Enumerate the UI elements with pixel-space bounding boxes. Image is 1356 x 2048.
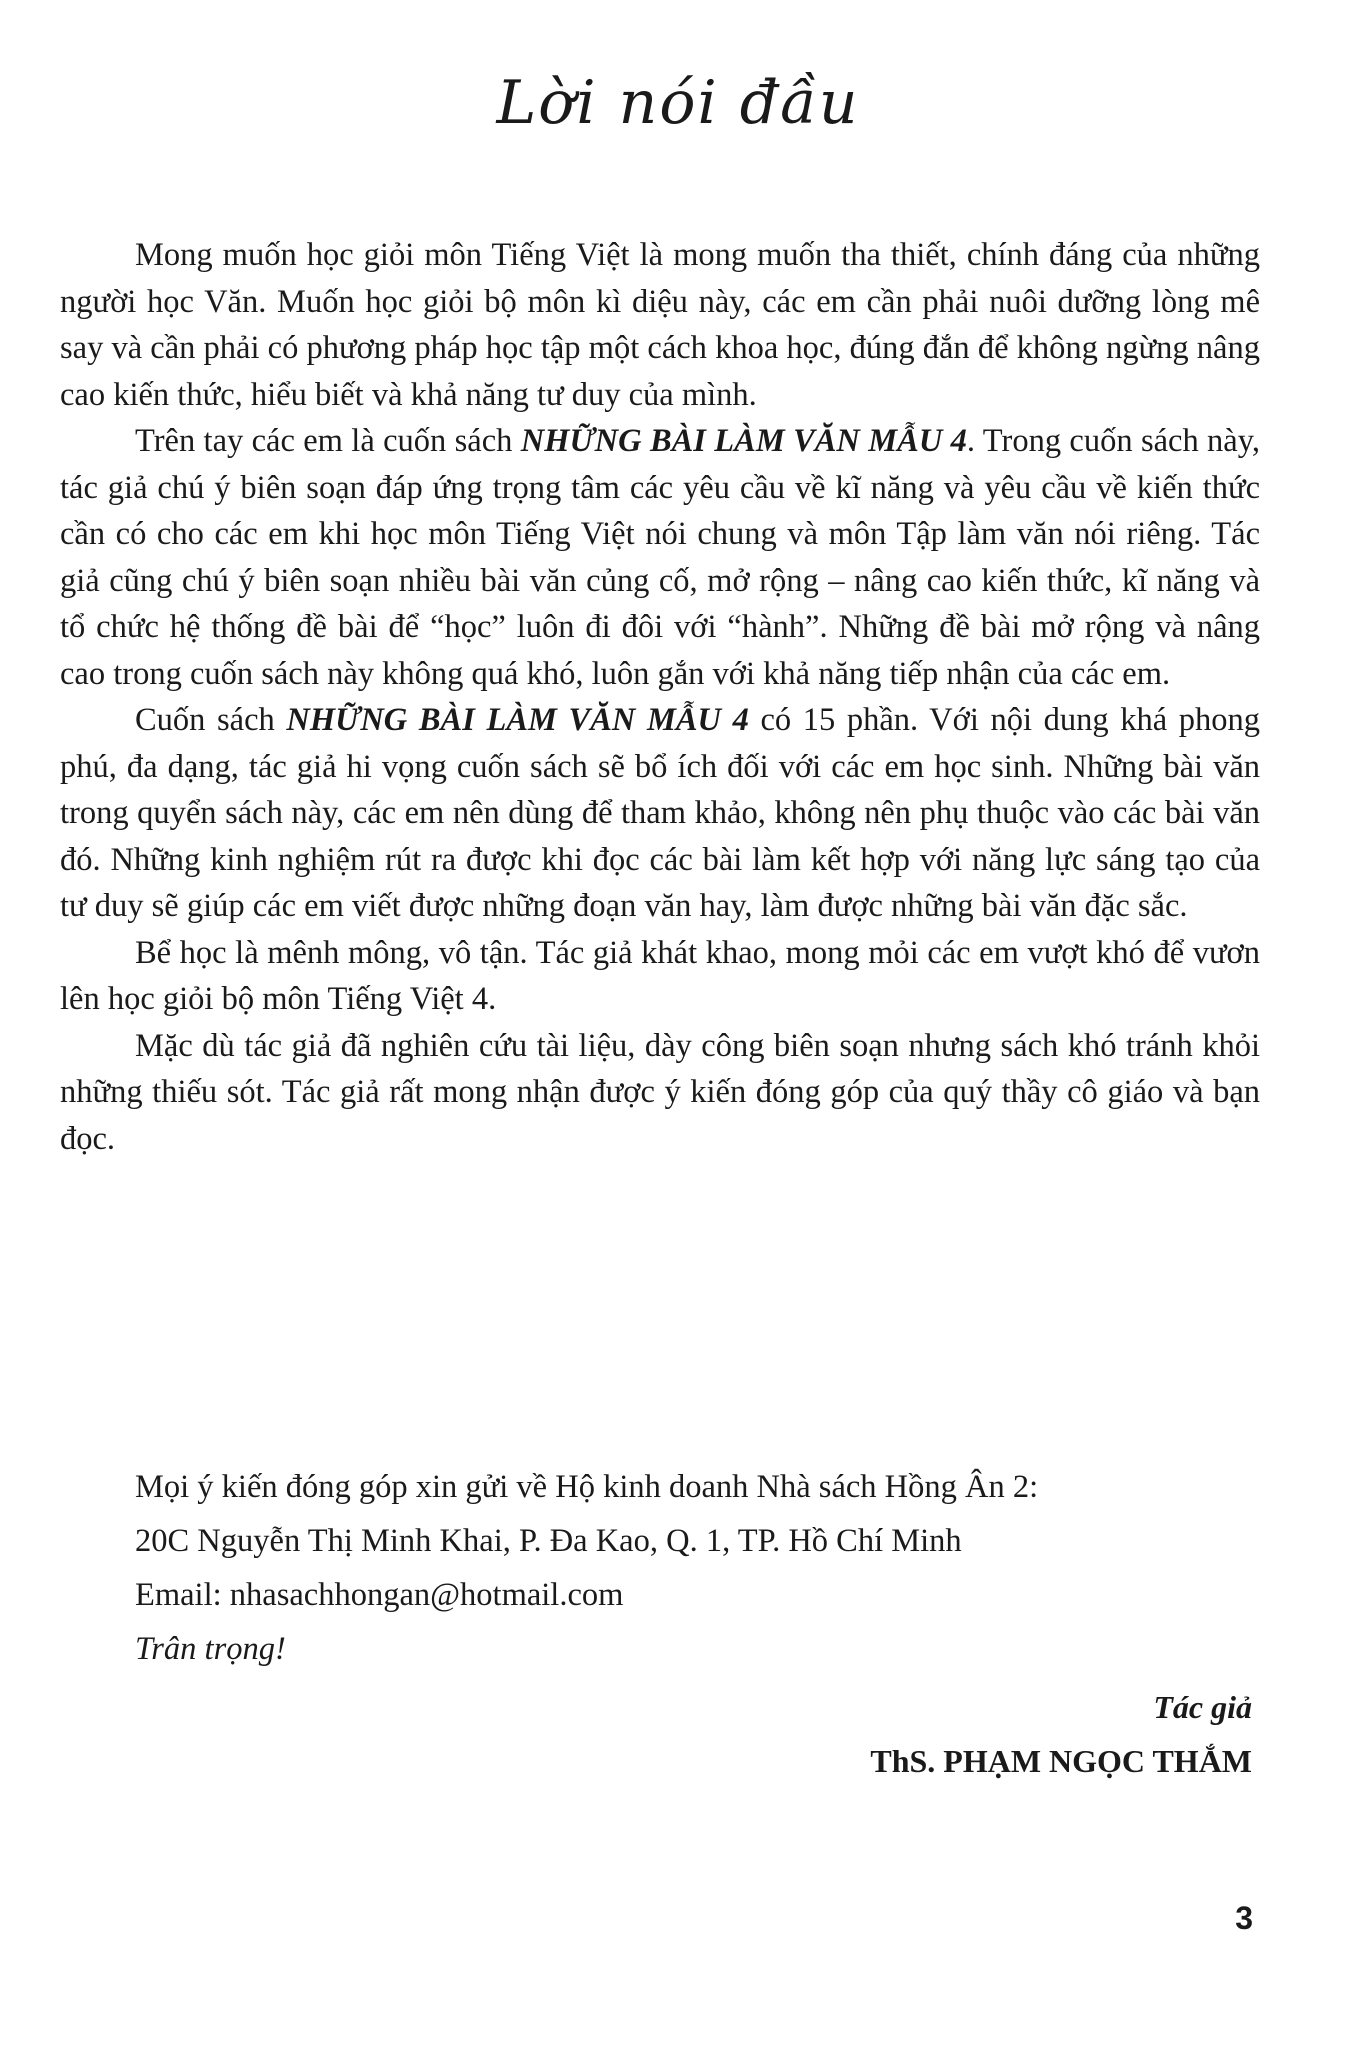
paragraph-3 xyxy=(60,697,1260,930)
book-title: NHỮNG BÀI LÀM VĂN MẪU 4 xyxy=(286,702,749,738)
paragraph-5: Mặc dù tác giả đã nghiên cứu tài liệu, dày công biên soạn nhưng sách khó tránh khỏi những thiếu sót. Tác giả rất mong nhận được ý kiến đóng góp của quý thầy cô giáo và bạn đọc. xyxy=(60,1027,1260,1157)
preface-body xyxy=(60,232,1260,1162)
signature-block xyxy=(870,1680,1252,1788)
contact-block xyxy=(135,1460,1038,1676)
contact-line-1: Mọi ý kiến đóng góp xin gửi về Hộ kinh doanh Nhà sách Hồng Ân 2: xyxy=(135,1469,1039,1505)
contact-email: Email: nhasachhongan@hotmail.com xyxy=(135,1577,624,1613)
contact-address: 20C Nguyễn Thị Minh Khai, P. Đa Kao, Q. 1, TP. Hồ Chí Minh xyxy=(135,1523,962,1559)
book-title: NHỮNG BÀI LÀM VĂN MẪU 4 xyxy=(520,423,967,459)
closing-text: Trân trọng! xyxy=(135,1631,286,1667)
paragraph-2-intro: Trên tay các em là cuốn sách xyxy=(135,423,521,459)
paragraph-4: Bể học là mênh mông, vô tận. Tác giả khát khao, mong mỏi các em vượt khó để vươn lên học giỏi bộ môn Tiếng Việt 4. xyxy=(60,934,1260,1017)
paragraph-3-rest: có 15 phần. Với nội dung khá phong phú, đa dạng, tác giả hi vọng cuốn sách sẽ bổ ích đối với các em học sinh. Những bài văn trong quyển sách này, các em nên dùng để tham khảo, không nên phụ thuộc vào các bài văn đó. Những kinh nghiệm rút ra được khi đọc các bài làm kết hợp với năng lực sáng tạo của tư duy sẽ giúp các em viết được những đoạn văn hay, làm được những bài văn đặc sắc. xyxy=(60,702,1260,924)
page-title: Lời nói đầu xyxy=(496,68,860,138)
paragraph-2 xyxy=(60,418,1260,697)
page-number: 3 xyxy=(1235,1900,1253,1936)
paragraph-2-rest: . Trong cuốn sách này, tác giả chú ý biên soạn đáp ứng trọng tâm các yêu cầu về kĩ năng và yêu cầu về kiến thức cần có cho các em khi học môn Tiếng Việt nói chung và môn Tập làm văn nói riêng. Tác giả cũng chú ý biên soạn nhiều bài văn củng cố, mở rộng – nâng cao kiến thức, kĩ năng và tổ chức hệ thống đề bài để “học” luôn đi đôi với “hành”. Những đề bài mở rộng và nâng cao trong cuốn sách này không quá khó, luôn gắn với khả năng tiếp nhận của các em. xyxy=(60,423,1260,692)
signature-name: ThS. PHẠM NGỌC THẮM xyxy=(870,1743,1252,1779)
signature-role: Tác giả xyxy=(1153,1689,1252,1725)
paragraph-1: Mong muốn học giỏi môn Tiếng Việt là mong muốn tha thiết, chính đáng của những người học Văn. Muốn học giỏi bộ môn kì diệu này, các em cần phải nuôi dưỡng lòng mê say và cần phải có phương pháp học tập một cách khoa học, đúng đắn để không ngừng nâng cao kiến thức, hiểu biết và khả năng tư duy của mình. xyxy=(60,237,1260,413)
paragraph-3-intro: Cuốn sách xyxy=(135,702,287,738)
